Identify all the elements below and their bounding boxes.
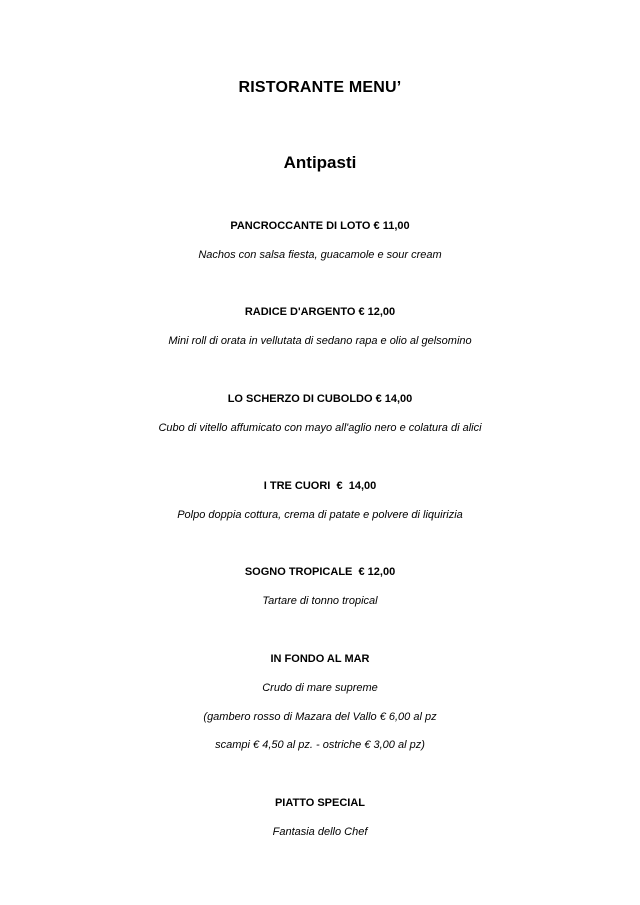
dish-name: PIATTO SPECIAL — [274, 797, 366, 809]
dish-description: Crudo di mare supreme — [262, 682, 378, 694]
dish-description: Mini roll di orata in vellutata di sedano rapa e olio al gelsomino — [168, 335, 472, 347]
dish-name: I TRE CUORI € 14,00 — [263, 480, 377, 492]
dish-name: SOGNO TROPICALE € 12,00 — [244, 566, 396, 578]
menu-title: RISTORANTE MENU’ — [238, 79, 402, 96]
dish-description: Cubo di vitello affumicato con mayo all'aglio nero e colatura di alici — [158, 422, 482, 434]
section-heading-antipasti: Antipasti — [283, 153, 357, 172]
dish-description: Nachos con salsa fiesta, guacamole e sour cream — [198, 249, 442, 261]
dish-name: RADICE D'ARGENTO € 12,00 — [244, 306, 396, 318]
dish-price-note: scampi € 4,50 al pz. - ostriche € 3,00 al pz) — [215, 739, 425, 751]
dish-description: Polpo doppia cottura, crema di patate e polvere di liquirizia — [177, 509, 463, 521]
dish-price-note: (gambero rosso di Mazara del Vallo € 6,00 al pz — [203, 711, 437, 723]
dish-description: Tartare di tonno tropical — [262, 595, 378, 607]
dish-name: LO SCHERZO DI CUBOLDO € 14,00 — [227, 393, 413, 405]
dish-name: IN FONDO AL MAR — [270, 653, 370, 665]
dish-description: Fantasia dello Chef — [272, 826, 368, 838]
dish-name: PANCROCCANTE DI LOTO € 11,00 — [230, 220, 410, 232]
